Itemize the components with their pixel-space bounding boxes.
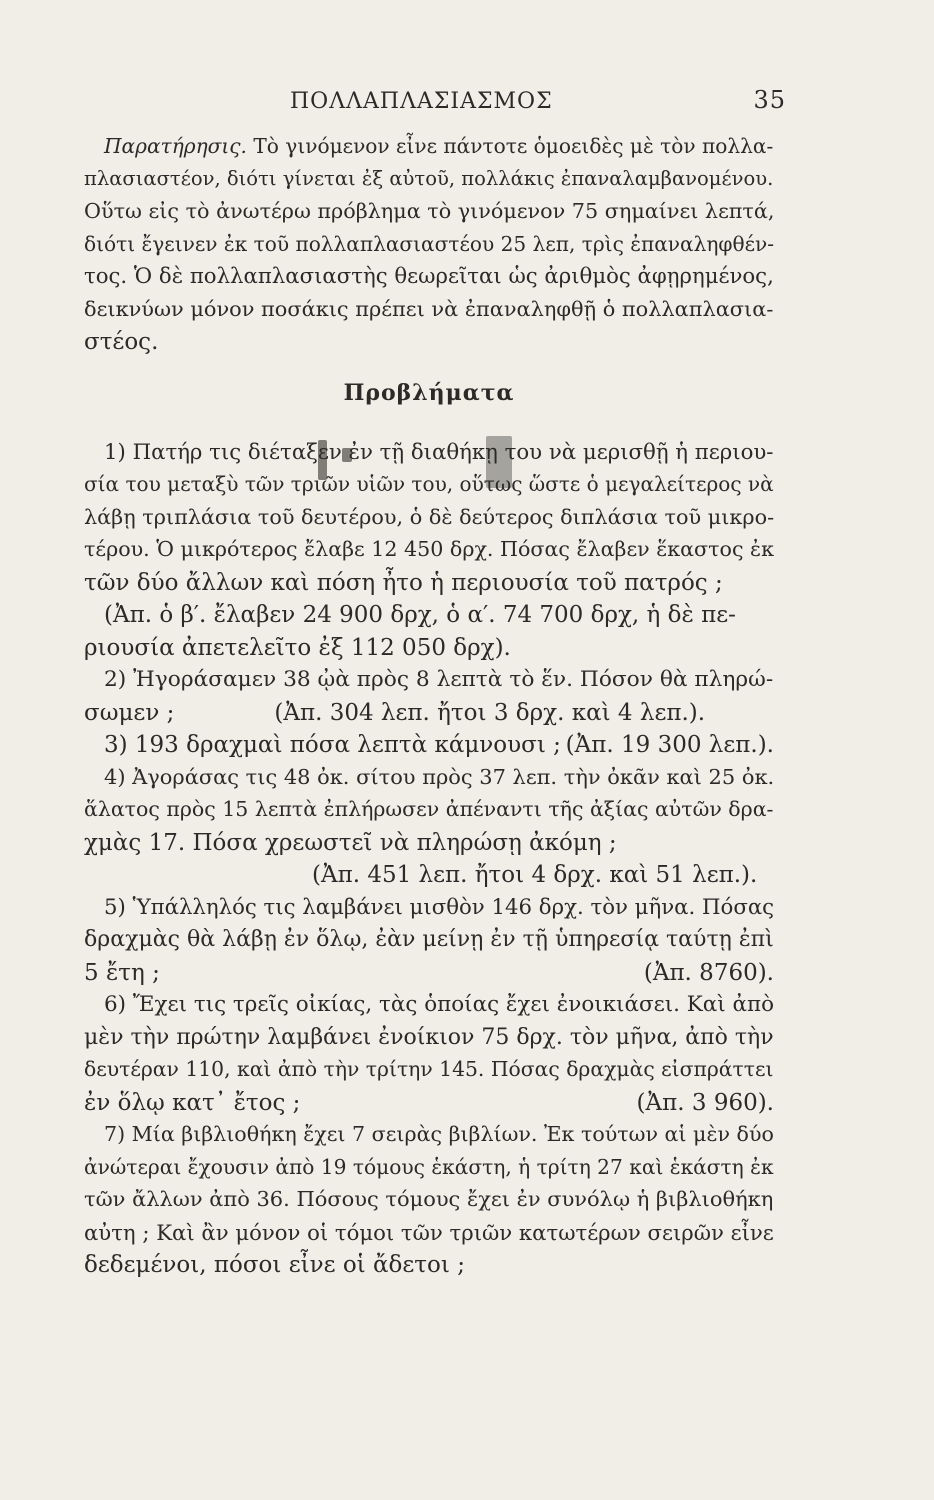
remark-text: Τὸ γινόμενον εἶνε πάντοτε ὁμοειδὲς μὲ τὸν πολλα- [253, 134, 774, 158]
problem-1 [84, 440, 774, 668]
text-line: πλασιαστέον, διότι γίνεται ἐξ αὐτοῦ, πολλάκις ἐπαναλαμβανομένου. [84, 166, 774, 190]
answer: (Ἀπ. 19 300 λεπ.). [565, 732, 774, 758]
text-line: 6) Ἔχει τις τρεῖς οἰκίας, τὰς ὁποίας ἔχει ἐνοικιάσει. Καὶ ἀπὸ [104, 992, 775, 1017]
text-line [84, 960, 774, 993]
page-number: 35 [753, 86, 786, 114]
page-content [84, 86, 786, 1285]
problem-5 [84, 895, 774, 993]
question-end: 5 ἔτη ; [84, 959, 160, 986]
text-line: 5) Ὑπάλληλός τις λαμβάνει μισθὸν 146 δρχ. τὸν μῆνα. Πόσας [104, 894, 775, 920]
problem-3 [84, 732, 774, 765]
text-line: 1) Πατήρ τις διέταξεν ἐν τῇ διαθήκῃ του νὰ μερισθῇ ἡ περιου- [104, 439, 774, 465]
answer: (Ἀπ. 3 960). [636, 1089, 774, 1116]
question: 3) 193 δραχμαὶ πόσα λεπτὰ κάμνουσι ; [104, 732, 561, 758]
text-line: λάβῃ τριπλάσια τοῦ δευτέρου, ὁ δὲ δεύτερος διπλάσια τοῦ μικρο- [84, 504, 775, 529]
text-line [84, 1090, 774, 1123]
text-line: δεδεμένοι, πόσοι εἶνε οἱ ἄδετοι ; [84, 1252, 465, 1278]
chapter-title: ΠΟΛΛΑΠΛΑΣΙΑΣΜΟΣ [290, 89, 553, 114]
text-line: δραχμὰς θὰ λάβῃ ἐν ὅλῳ, ἐὰν μείνῃ ἐν τῇ ὑπηρεσίᾳ ταύτῃ ἐπὶ [84, 927, 774, 952]
problem-6 [84, 992, 774, 1122]
text-line: μὲν τὴν πρώτην λαμβάνει ἐνοίκιον 75 δρχ. τὸν μῆνα, ἀπὸ τὴν [84, 1024, 774, 1050]
text-line: στέος. [84, 329, 159, 355]
text-line: δεικνύων μόνον ποσάκις πρέπει νὰ ἐπαναληφθῇ ὁ πολλαπλασια- [84, 296, 774, 321]
text-line [84, 134, 774, 167]
text-line: δευτέραν 110, καὶ ἀπὸ τὴν τρίτην 145. Πόσας δραχμὰς εἰσπράττει [84, 1057, 774, 1081]
text-line: τῶν δύο ἄλλων καὶ πόση ἦτο ἡ περιουσία τοῦ πατρός ; [84, 569, 723, 596]
problem-4 [84, 765, 774, 895]
text-line [84, 700, 774, 733]
text-line: 4) Ἀγοράσας τις 48 ὀκ. σίτου πρὸς 37 λεπ. τὴν ὀκᾶν καὶ 25 ὀκ. [104, 764, 775, 789]
answer: (Ἀπ. 304 λεπ. ἤτοι 3 δρχ. καὶ 4 λεπ.). [274, 699, 706, 726]
text-line: αὐτη ; Καὶ ἂν μόνον οἱ τόμοι τῶν τριῶν κατωτέρων σειρῶν εἶνε [84, 1219, 774, 1245]
text-line: 7) Μία βιβλιοθήκη ἔχει 7 σειρὰς βιβλίων. Ἐκ τούτων αἱ μὲν δύο [104, 1122, 774, 1146]
text-line: ἀνώτεραι ἔχουσιν ἀπὸ 19 τόμους ἑκάστη, ἡ τρίτη 27 καὶ ἑκάστη ἐκ [84, 1154, 774, 1179]
problem-2 [84, 667, 774, 732]
text-line: σία του μεταξὺ τῶν τριῶν υἱῶν του, οὕτως ὥστε ὁ μεγαλείτερος νὰ [84, 472, 774, 496]
question-end: ἐν ὅλῳ κατ᾽ ἔτος ; [84, 1089, 301, 1116]
answer-line: ριουσία ἀπετελεῖτο ἐξ 112 050 δρχ). [84, 634, 511, 661]
text-line: ἅλατος πρὸς 15 λεπτὰ ἐπλήρωσεν ἀπέναντι τῆς ἀξίας αὐτῶν δρα- [84, 797, 774, 821]
text-line: χμὰς 17. Πόσα χρεωστεῖ νὰ πληρώσῃ ἀκόμη ; [84, 829, 617, 856]
running-header [290, 86, 786, 114]
answer-line: (Ἀπ. ὁ β′. ἔλαβεν 24 900 δρχ, ὁ α′. 74 700 δρχ, ἡ δὲ πε- [104, 602, 736, 628]
text-line: τέρου. Ὁ μικρότερος ἔλαβε 12 450 δρχ. Πόσας ἔλαβεν ἕκαστος ἐκ [84, 537, 774, 561]
question-end: σωμεν ; [84, 699, 175, 726]
section-heading: Προβλήματα [343, 379, 515, 406]
answer: (Ἀπ. 8760). [643, 959, 774, 986]
remark-paragraph [84, 134, 774, 362]
text-line: 2) Ἠγοράσαμεν 38 ᾠὰ πρὸς 8 λεπτὰ τὸ ἕν. Πόσον θὰ πληρώ- [104, 667, 774, 692]
problem-7 [84, 1122, 774, 1285]
text-line: διότι ἔγεινεν ἐκ τοῦ πολλαπλασιαστέου 25 λεπ, τρὶς ἐπαναληφθέν- [84, 231, 775, 256]
text-line: τῶν ἄλλων ἀπὸ 36. Πόσους τόμους ἔχει ἐν συνόλῳ ἡ βιβλιοθήκη [84, 1187, 774, 1211]
text-line: Οὕτω εἰς τὸ ἀνωτέρω πρόβλημα τὸ γινόμενον 75 σημαίνει λεπτά, [84, 199, 775, 223]
text-line: τος. Ὁ δὲ πολλαπλασιαστὴς θεωρεῖται ὡς ἀριθμὸς ἀφῃρημένος, [84, 264, 774, 289]
text-line [84, 732, 774, 765]
remark-label: Παρατήρησις. [104, 134, 247, 158]
answer-line: (Ἀπ. 451 λεπ. ἤτοι 4 δρχ. καὶ 51 λεπ.). [312, 862, 758, 888]
